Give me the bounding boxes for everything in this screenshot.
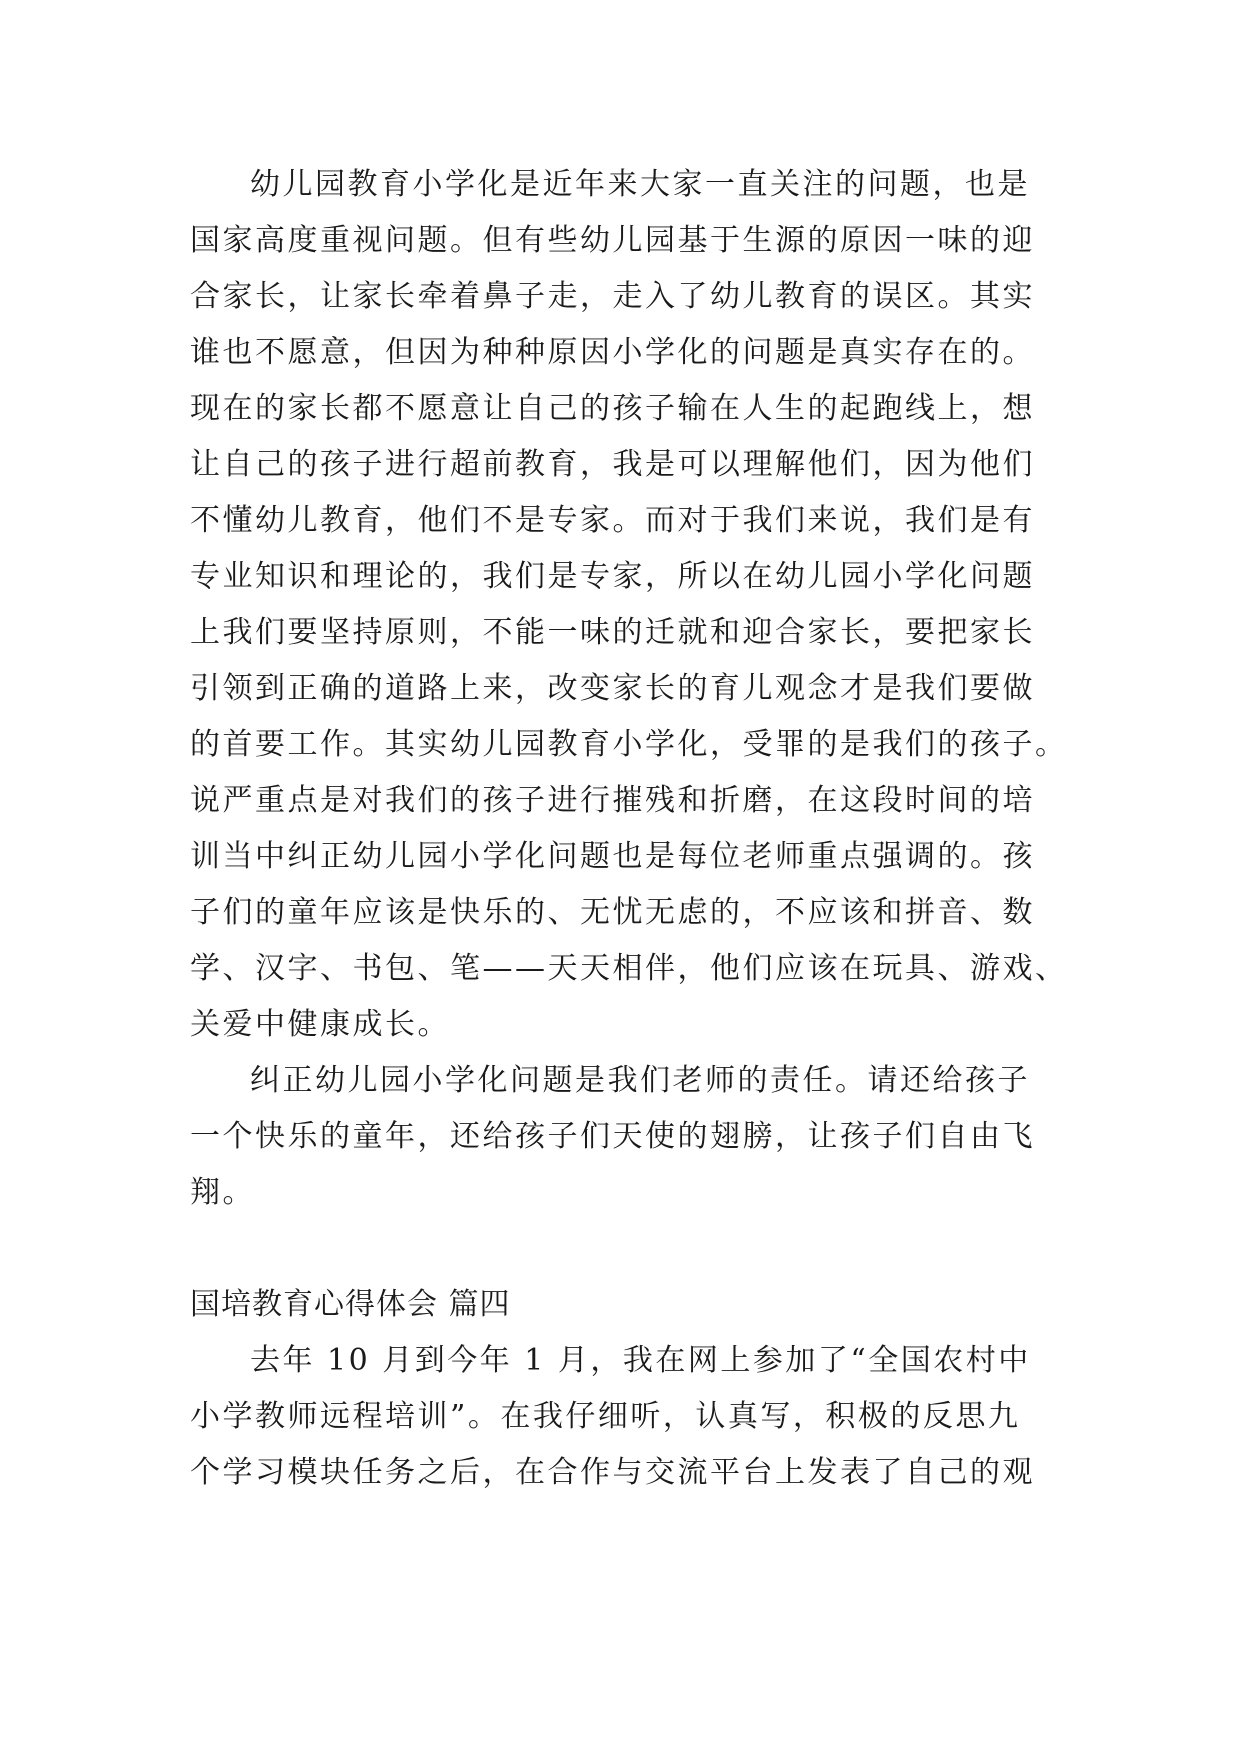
paragraph-1-line-3: 合家长，让家长牵着鼻子走，走入了幼儿教育的误区。其实: [190, 279, 1035, 314]
paragraph-1-line-14: 子们的童年应该是快乐的、无忧无虑的，不应该和拼音、数: [190, 895, 1035, 930]
paragraph-3-line-3: 个学习模块任务之后，在合作与交流平台上发表了自己的观: [190, 1455, 1035, 1490]
paragraph-1-line-4: 谁也不愿意，但因为种种原因小学化的问题是真实存在的。: [190, 335, 1035, 370]
paragraph-1-line-5: 现在的家长都不愿意让自己的孩子输在人生的起跑线上，想: [190, 391, 1035, 426]
paragraph-1-line-8: 专业知识和理论的，我们是专家，所以在幼儿园小学化问题: [190, 559, 1035, 594]
paragraph-1-line-10: 引领到正确的道路上来，改变家长的育儿观念才是我们要做: [190, 671, 1035, 706]
paragraph-1-line-6: 让自己的孩子进行超前教育，我是可以理解他们，因为他们: [190, 447, 1035, 482]
paragraph-2-line-2: 一个快乐的童年，还给孩子们天使的翅膀，让孩子们自由飞: [190, 1119, 1035, 1154]
paragraph-3-line-1: 去年 10 月到今年 1 月，我在网上参加了“全国农村中: [250, 1343, 1031, 1378]
paragraph-3-line-2: 小学教师远程培训”。在我仔细听，认真写，积极的反思九: [190, 1399, 1021, 1434]
paragraph-1-line-9: 上我们要坚持原则，不能一味的迁就和迎合家长，要把家长: [190, 615, 1035, 650]
paragraph-1-line-13: 训当中纠正幼儿园小学化问题也是每位老师重点强调的。孩: [190, 839, 1035, 874]
section-heading: 国培教育心得体会 篇四: [190, 1287, 511, 1322]
paragraph-1-line-7: 不懂幼儿教育，他们不是专家。而对于我们来说，我们是有: [190, 503, 1035, 538]
paragraph-2-line-3: 翔。: [190, 1175, 255, 1210]
paragraph-1-line-15: 学、汉字、书包、笔——天天相伴，他们应该在玩具、游戏、: [190, 951, 1068, 986]
paragraph-1-line-11: 的首要工作。其实幼儿园教育小学化，受罪的是我们的孩子。: [190, 727, 1068, 762]
paragraph-2-line-1: 纠正幼儿园小学化问题是我们老师的责任。请还给孩子: [250, 1063, 1030, 1098]
paragraph-1-line-12: 说严重点是对我们的孩子进行摧残和折磨，在这段时间的培: [190, 783, 1035, 818]
paragraph-1-line-2: 国家高度重视问题。但有些幼儿园基于生源的原因一味的迎: [190, 223, 1035, 258]
paragraph-1-line-16: 关爱中健康成长。: [190, 1007, 450, 1042]
paragraph-1-line-1: 幼儿园教育小学化是近年来大家一直关注的问题，也是: [250, 167, 1030, 202]
